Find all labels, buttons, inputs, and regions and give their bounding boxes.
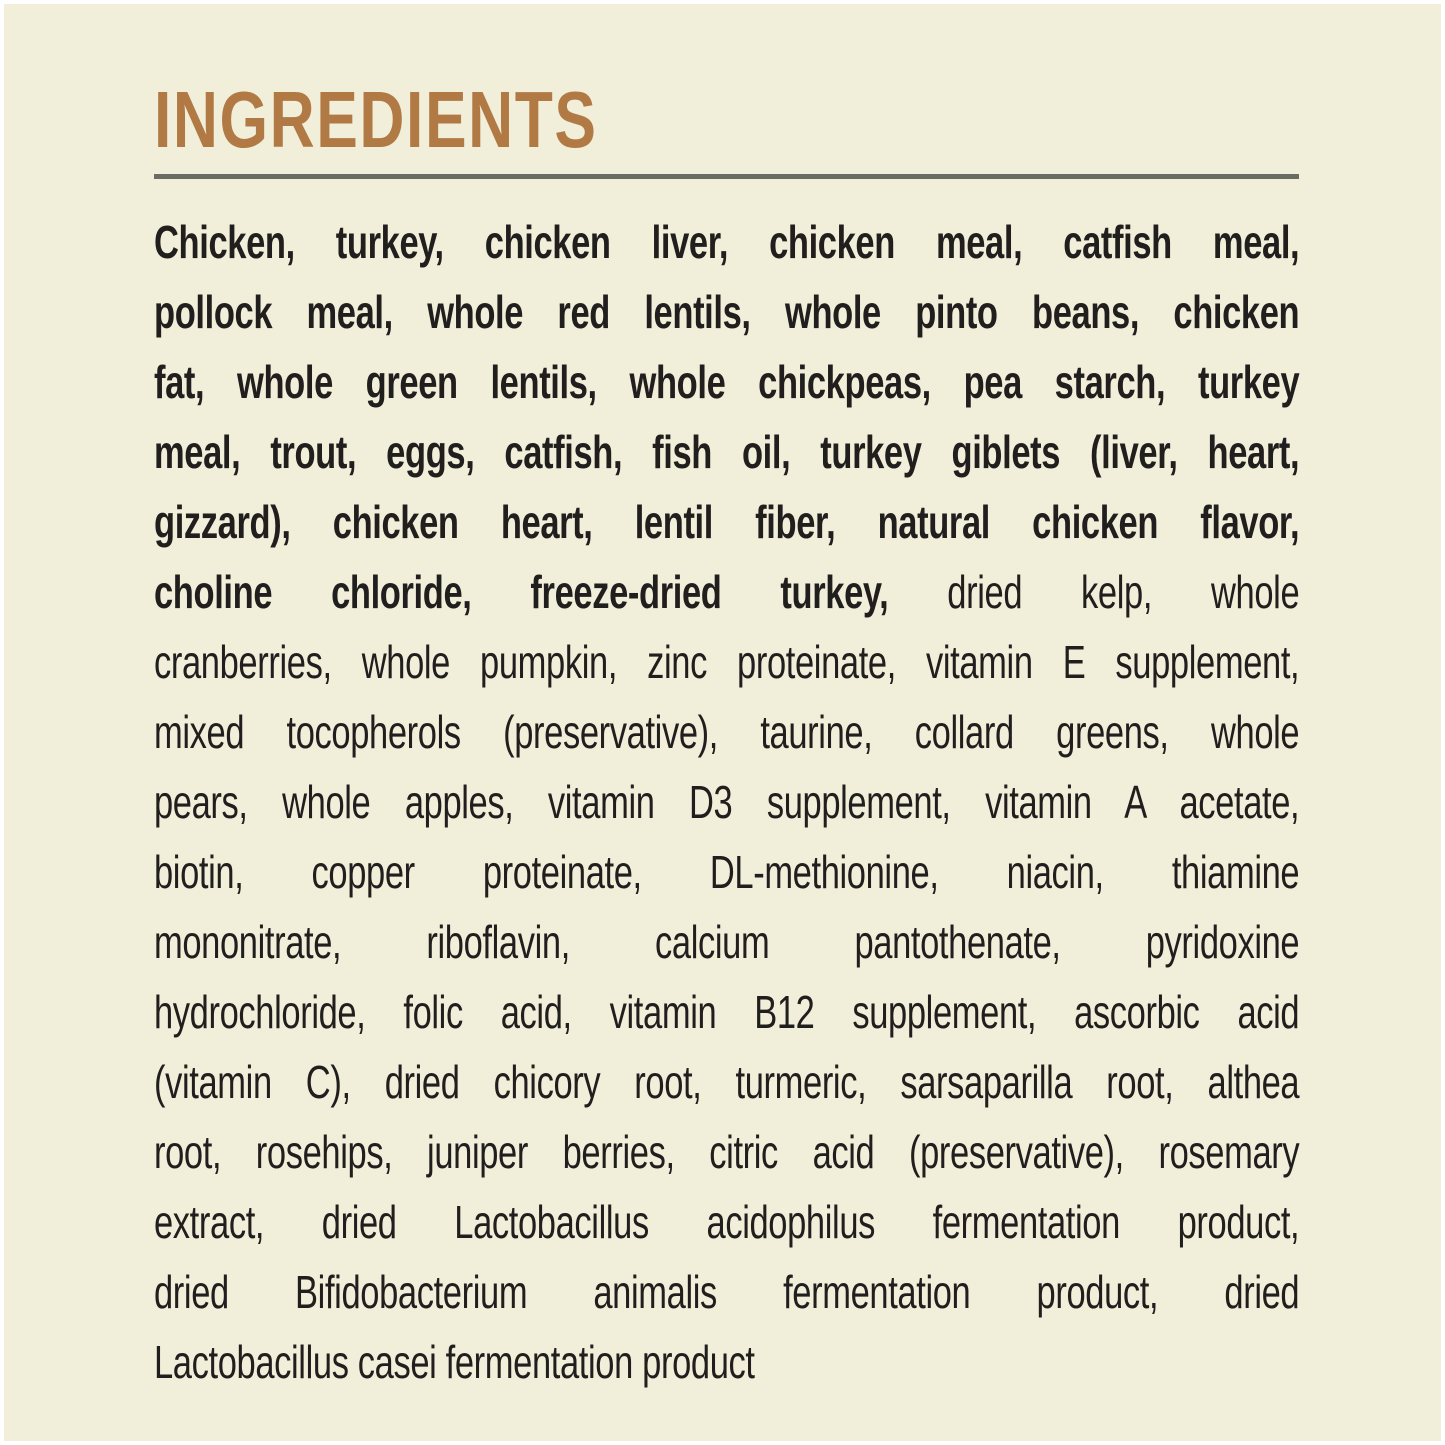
ingredients-regular-text: hydrochloride, folic acid, vitamin B12 supplement, ascorbic acid: [154, 986, 1300, 1038]
ingredients-bold-text: choline chloride, freeze-dried turkey,: [154, 566, 948, 618]
ingredients-line: [154, 907, 1299, 977]
ingredients-regular-text: pears, whole apples, vitamin D3 supplement, vitamin A acetate,: [154, 776, 1300, 828]
ingredients-line: [154, 557, 1299, 627]
ingredients-bold-text: pollock meal, whole red lentils, whole pinto beans, chicken: [154, 286, 1300, 338]
ingredients-line: [154, 837, 1299, 907]
ingredients-line: [154, 1117, 1299, 1187]
ingredients-regular-text: dried Bifidobacterium animalis fermentation product, dried: [154, 1266, 1300, 1318]
ingredients-regular-text: root, rosehips, juniper berries, citric acid (preservative), rosemary: [154, 1126, 1300, 1178]
ingredients-line: [154, 977, 1299, 1047]
ingredients-regular-text: Lactobacillus casei fermentation product: [154, 1336, 755, 1388]
ingredients-line: [154, 627, 1299, 697]
ingredients-regular-text: (vitamin C), dried chicory root, turmeric, sarsaparilla root, althea: [154, 1056, 1300, 1108]
ingredients-panel: [154, 75, 1300, 1397]
ingredients-bold-text: fat, whole green lentils, whole chickpeas, pea starch, turkey: [154, 356, 1300, 408]
ingredients-line: [154, 1047, 1299, 1117]
ingredients-bold-text: gizzard), chicken heart, lentil fiber, natural chicken flavor,: [154, 496, 1300, 548]
ingredients-line: [154, 207, 1299, 277]
ingredients-regular-text: mixed tocopherols (preservative), taurine, collard greens, whole: [154, 706, 1300, 758]
ingredients-line: [154, 1257, 1299, 1327]
ingredients-line: [154, 417, 1299, 487]
ingredients-bold-text: meal, trout, eggs, catfish, fish oil, turkey giblets (liver, heart,: [154, 426, 1300, 478]
ingredients-line: [154, 347, 1299, 417]
ingredients-text: [154, 207, 1299, 1397]
ingredients-regular-text: mononitrate, riboflavin, calcium pantothenate, pyridoxine: [154, 916, 1300, 968]
ingredients-line: [154, 697, 1299, 767]
ingredients-line: [154, 767, 1299, 837]
ingredients-line: [154, 1187, 1299, 1257]
ingredients-bold-text: Chicken, turkey, chicken liver, chicken meal, catfish meal,: [154, 216, 1300, 268]
ingredients-heading: INGREDIENTS: [154, 75, 598, 164]
ingredients-line: [154, 487, 1299, 557]
heading-divider: [154, 174, 1299, 179]
ingredients-regular-text: cranberries, whole pumpkin, zinc proteinate, vitamin E supplement,: [154, 636, 1300, 688]
ingredients-line: [154, 1327, 1299, 1397]
ingredients-regular-text: biotin, copper proteinate, DL-methionine, niacin, thiamine: [154, 846, 1300, 898]
ingredients-regular-text: extract, dried Lactobacillus acidophilus fermentation product,: [154, 1196, 1300, 1248]
ingredients-line: [154, 277, 1299, 347]
ingredients-regular-text: dried kelp, whole: [947, 566, 1300, 618]
